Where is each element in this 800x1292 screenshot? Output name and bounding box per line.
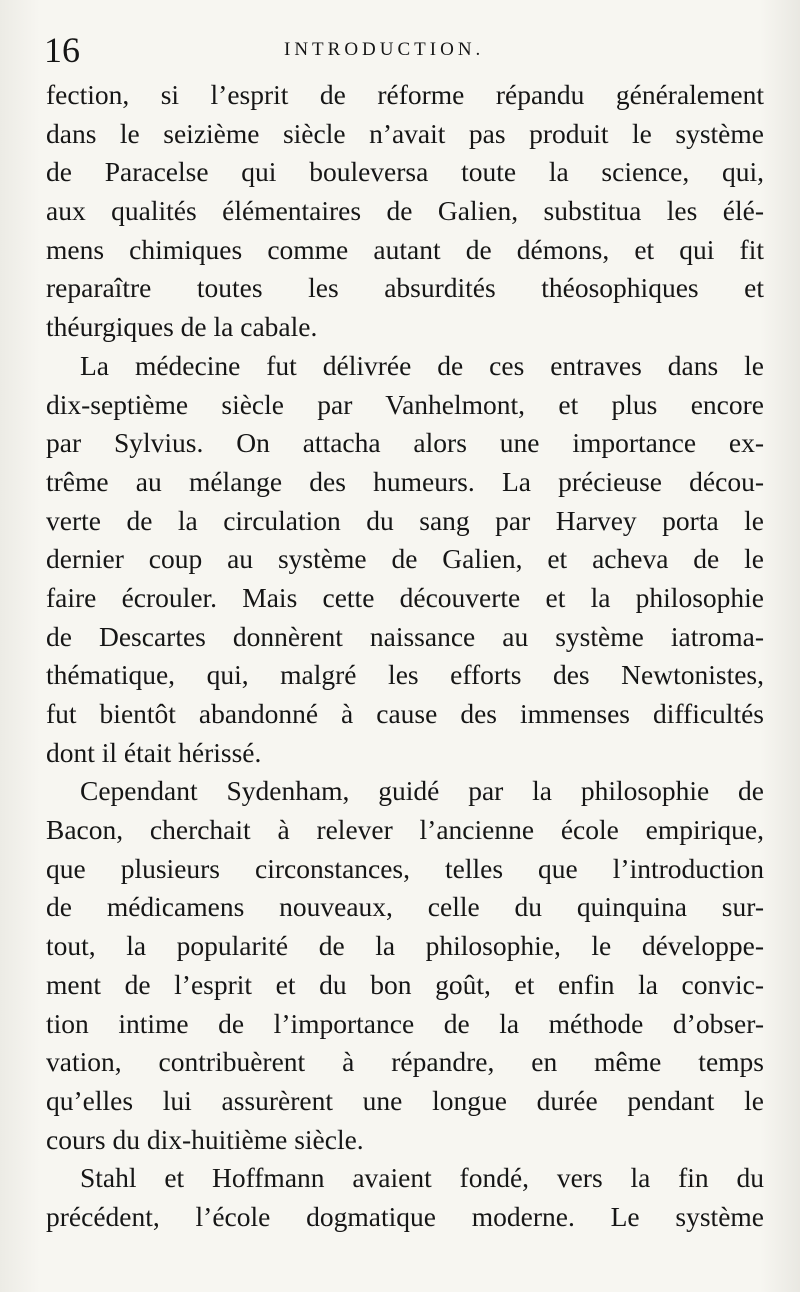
text-line: trême au mélange des humeurs. La précieuse décou-: [46, 465, 764, 497]
text-line: de Paracelse qui bouleversa toute la science, qui,: [46, 156, 764, 188]
page-number: 16: [44, 30, 80, 70]
text-line: Bacon, cherchait à relever l’ancienne école empirique,: [46, 814, 764, 846]
text-line: faire écrouler. Mais cette découverte et la philosophie: [46, 581, 764, 613]
text-line: que plusieurs circonstances, telles que l’introduction: [46, 852, 764, 884]
paragraph-first-line: Cependant Sydenham, guidé par la philosophie de: [80, 775, 764, 807]
running-head-title: INTRODUCTION.: [284, 39, 485, 60]
text-line: qu’elles lui assurèrent une longue durée pendant le: [46, 1084, 764, 1116]
text-line: précédent, l’école dogmatique moderne. Le système: [46, 1200, 764, 1232]
text-line: dernier coup au système de Galien, et acheva de le: [46, 543, 764, 575]
text-line: mens chimiques comme autant de démons, et qui fit: [46, 233, 764, 265]
text-line: fection, si l’esprit de réforme répandu généralement: [46, 79, 764, 110]
text-line: théurgiques de la cabale.: [46, 311, 318, 343]
body-text: [46, 76, 764, 1237]
text-line: tout, la popularité de la philosophie, le développe-: [46, 930, 764, 962]
text-line: cours du dix-huitième siècle.: [46, 1123, 364, 1155]
text-line: fut bientôt abandonné à cause des immenses difficultés: [46, 698, 764, 729]
text-line: tion intime de l’importance de la méthode d’obser-: [46, 1007, 764, 1039]
text-line: de médicamens nouveaux, celle du quinquina sur-: [46, 891, 764, 923]
text-line: dans le seizième siècle n’avait pas produit le système: [46, 117, 764, 149]
text-line: aux qualités élémentaires de Galien, substitua les élé-: [46, 195, 764, 227]
text-line: verte de la circulation du sang par Harvey porta le: [46, 504, 764, 536]
text-line: dix-septième siècle par Vanhelmont, et plus encore: [46, 388, 764, 420]
running-head: [44, 30, 764, 70]
text-line: ment de l’esprit et du bon goût, et enfin la convic-: [46, 968, 764, 1000]
text-line: vation, contribuèrent à répandre, en même temps: [46, 1046, 764, 1078]
paragraph-first-line: La médecine fut délivrée de ces entraves dans le: [80, 349, 764, 381]
paragraph-first-line: Stahl et Hoffmann avaient fondé, vers la fin du: [80, 1162, 764, 1194]
text-line: thématique, qui, malgré les efforts des Newtonistes,: [46, 659, 764, 691]
text-line: de Descartes donnèrent naissance au système iatroma-: [46, 620, 764, 652]
text-line: dont il était hérissé.: [46, 736, 262, 768]
text-line: reparaître toutes les absurdités théosophiques et: [46, 272, 764, 304]
text-line: par Sylvius. On attacha alors une importance ex-: [46, 427, 764, 459]
